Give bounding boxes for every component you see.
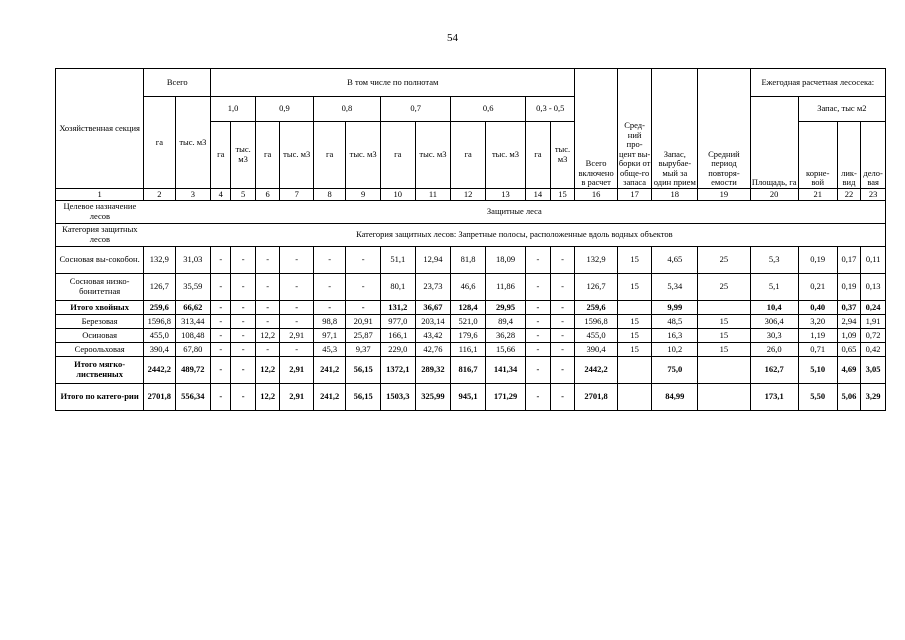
cell-col-18: 48,5 [652, 315, 698, 329]
cell-col-22: 5,06 [837, 384, 860, 411]
column-number: 14 [526, 189, 551, 201]
header-area-ha: Площадь, га [750, 97, 798, 189]
purpose-label: Целевое назначение лесов [56, 201, 144, 224]
cell-col-6: - [255, 315, 280, 329]
cell-col-11: 43,42 [415, 329, 451, 343]
row-name: Итого по катего-рии [56, 384, 144, 411]
cell-col-7: - [280, 343, 314, 357]
column-number: 23 [861, 189, 886, 201]
cell-col-20: 5,1 [750, 274, 798, 301]
cell-col-13: 29,95 [485, 301, 525, 315]
cell-col-17 [617, 384, 652, 411]
row-name: Осиновая [56, 329, 144, 343]
cell-col-10: 229,0 [380, 343, 415, 357]
header-class-5: 0,6 [451, 97, 526, 122]
cell-col-7: 2,91 [280, 384, 314, 411]
cell-col-5: - [231, 343, 256, 357]
cell-col-5: - [231, 315, 256, 329]
cell-col-21: 1,19 [798, 329, 837, 343]
header-c6-ha: га [526, 122, 551, 189]
header-total-included: Всего включено в расчет [575, 69, 617, 189]
table-row [56, 384, 886, 411]
cell-col-5: - [231, 384, 256, 411]
cell-col-17 [617, 301, 652, 315]
cell-col-16: 1596,8 [575, 315, 617, 329]
table-row [56, 343, 886, 357]
header-c3-m3: тыс. м3 [346, 122, 381, 189]
header-total-ha: га [144, 97, 175, 189]
header-c1-ha: га [211, 122, 231, 189]
category-row [56, 224, 886, 247]
cell-col-21: 0,19 [798, 247, 837, 274]
header-class-4: 0,7 [380, 97, 450, 122]
cell-col-21: 5,50 [798, 384, 837, 411]
cell-col-17: 15 [617, 343, 652, 357]
table-row [56, 315, 886, 329]
cell-col-14: - [526, 329, 551, 343]
cell-col-23: 0,72 [861, 329, 886, 343]
cell-col-18: 84,99 [652, 384, 698, 411]
cell-col-8: 97,1 [313, 329, 345, 343]
cell-col-12: 81,8 [451, 247, 486, 274]
table-row [56, 301, 886, 315]
cell-col-4: - [211, 301, 231, 315]
cell-col-3: 31,03 [175, 247, 211, 274]
column-number: 8 [313, 189, 345, 201]
cell-col-10: 1372,1 [380, 357, 415, 384]
cell-col-4: - [211, 384, 231, 411]
cell-col-16: 2442,2 [575, 357, 617, 384]
cell-col-15: - [550, 329, 575, 343]
cell-col-6: - [255, 274, 280, 301]
cell-col-11: 289,32 [415, 357, 451, 384]
cell-col-20: 306,4 [750, 315, 798, 329]
cell-col-22: 0,37 [837, 301, 860, 315]
cell-col-22: 0,19 [837, 274, 860, 301]
cell-col-2: 390,4 [144, 343, 175, 357]
header-section: Хозяйственная секция [56, 69, 144, 189]
cell-col-11: 325,99 [415, 384, 451, 411]
cell-col-20: 10,4 [750, 301, 798, 315]
header-c1-m3: тыс. м3 [231, 122, 256, 189]
cell-col-9: 20,91 [346, 315, 381, 329]
cell-col-19: 15 [698, 329, 750, 343]
cell-col-2: 132,9 [144, 247, 175, 274]
cell-col-8: - [313, 274, 345, 301]
cell-col-12: 945,1 [451, 384, 486, 411]
cell-col-6: 12,2 [255, 384, 280, 411]
cell-col-22: 2,94 [837, 315, 860, 329]
column-number: 10 [380, 189, 415, 201]
cell-col-12: 46,6 [451, 274, 486, 301]
column-number: 5 [231, 189, 256, 201]
page-number: 54 [447, 32, 458, 44]
cell-col-3: 489,72 [175, 357, 211, 384]
cell-col-6: - [255, 247, 280, 274]
column-number: 18 [652, 189, 698, 201]
cell-col-18: 9,99 [652, 301, 698, 315]
cell-col-12: 116,1 [451, 343, 486, 357]
cell-col-2: 126,7 [144, 274, 175, 301]
cell-col-19: 25 [698, 274, 750, 301]
cell-col-15: - [550, 315, 575, 329]
category-value: Категория защитных лесов: Запретные полосы, расположенные вдоль водных объектов [144, 224, 886, 247]
cell-col-18: 16,3 [652, 329, 698, 343]
cell-col-22: 1,09 [837, 329, 860, 343]
header-total: Всего [144, 69, 211, 97]
cell-col-21: 3,20 [798, 315, 837, 329]
cell-col-4: - [211, 329, 231, 343]
cell-col-13: 89,4 [485, 315, 525, 329]
header-by-class: В том числе по полнотам [211, 69, 575, 97]
cell-col-11: 36,67 [415, 301, 451, 315]
cell-col-21: 0,40 [798, 301, 837, 315]
table-row [56, 274, 886, 301]
row-name: Итого хвойных [56, 301, 144, 315]
cell-col-14: - [526, 301, 551, 315]
header-c4-m3: тыс. м3 [415, 122, 451, 189]
cell-col-11: 42,76 [415, 343, 451, 357]
cell-col-23: 3,05 [861, 357, 886, 384]
cell-col-14: - [526, 315, 551, 329]
cell-col-13: 11,86 [485, 274, 525, 301]
cell-col-13: 141,34 [485, 357, 525, 384]
header-c6-m3: тыс. м3 [550, 122, 575, 189]
cell-col-2: 1596,8 [144, 315, 175, 329]
column-number: 3 [175, 189, 211, 201]
cell-col-10: 51,1 [380, 247, 415, 274]
cell-col-11: 23,73 [415, 274, 451, 301]
header-avg-percent: Сред-ний про-цент вы-борки от обще-го запаса [617, 69, 652, 189]
purpose-row [56, 201, 886, 224]
column-number: 11 [415, 189, 451, 201]
cell-col-4: - [211, 357, 231, 384]
cell-col-10: 1503,3 [380, 384, 415, 411]
cell-col-15: - [550, 274, 575, 301]
header-c3-ha: га [313, 122, 345, 189]
forest-cutting-table [55, 68, 886, 411]
row-name: Сосновая вы-сокобон. [56, 247, 144, 274]
column-number: 7 [280, 189, 314, 201]
header-c5-ha: га [451, 122, 486, 189]
cell-col-23: 0,11 [861, 247, 886, 274]
cell-col-2: 2701,8 [144, 384, 175, 411]
cell-col-18: 5,34 [652, 274, 698, 301]
cell-col-9: - [346, 247, 381, 274]
cell-col-23: 3,29 [861, 384, 886, 411]
cell-col-21: 0,21 [798, 274, 837, 301]
cell-col-22: 0,17 [837, 247, 860, 274]
cell-col-3: 67,80 [175, 343, 211, 357]
cell-col-3: 108,48 [175, 329, 211, 343]
cell-col-3: 556,34 [175, 384, 211, 411]
cell-col-15: - [550, 384, 575, 411]
cell-col-17: 15 [617, 247, 652, 274]
cell-col-15: - [550, 247, 575, 274]
header-business: дело-вая [861, 122, 886, 189]
cell-col-9: - [346, 301, 381, 315]
column-numbers-row [56, 189, 886, 201]
cell-col-7: - [280, 247, 314, 274]
cell-col-6: - [255, 343, 280, 357]
cell-col-13: 36,28 [485, 329, 525, 343]
cell-col-5: - [231, 357, 256, 384]
header-liquid: лик-вид [837, 122, 860, 189]
column-number: 4 [211, 189, 231, 201]
cell-col-15: - [550, 343, 575, 357]
cell-col-21: 5,10 [798, 357, 837, 384]
header-stock-per-cut: Запас, вырубае-мый за один прием [652, 69, 698, 189]
column-number: 1 [56, 189, 144, 201]
cell-col-15: - [550, 301, 575, 315]
purpose-value: Защитные леса [144, 201, 886, 224]
cell-col-23: 1,91 [861, 315, 886, 329]
row-name: Березовая [56, 315, 144, 329]
cell-col-20: 30,3 [750, 329, 798, 343]
cell-col-6: - [255, 301, 280, 315]
cell-col-19 [698, 301, 750, 315]
cell-col-7: - [280, 301, 314, 315]
cell-col-2: 259,6 [144, 301, 175, 315]
cell-col-13: 171,29 [485, 384, 525, 411]
cell-col-11: 203,14 [415, 315, 451, 329]
cell-col-14: - [526, 247, 551, 274]
cell-col-10: 131,2 [380, 301, 415, 315]
cell-col-8: 241,2 [313, 384, 345, 411]
row-name: Итого мягко-лиственных [56, 357, 144, 384]
table-row [56, 357, 886, 384]
column-number: 19 [698, 189, 750, 201]
cell-col-20: 26,0 [750, 343, 798, 357]
cell-col-12: 179,6 [451, 329, 486, 343]
cell-col-10: 80,1 [380, 274, 415, 301]
cell-col-12: 128,4 [451, 301, 486, 315]
header-c2-ha: га [255, 122, 280, 189]
header-c5-m3: тыс. м3 [485, 122, 525, 189]
cell-col-12: 521,0 [451, 315, 486, 329]
cell-col-2: 2442,2 [144, 357, 175, 384]
cell-col-19: 15 [698, 315, 750, 329]
cell-col-11: 12,94 [415, 247, 451, 274]
cell-col-20: 162,7 [750, 357, 798, 384]
cell-col-21: 0,71 [798, 343, 837, 357]
cell-col-19: 15 [698, 343, 750, 357]
cell-col-14: - [526, 343, 551, 357]
category-label: Категория защитных лесов [56, 224, 144, 247]
cell-col-17: 15 [617, 274, 652, 301]
cell-col-15: - [550, 357, 575, 384]
cell-col-4: - [211, 247, 231, 274]
column-number: 15 [550, 189, 575, 201]
cell-col-14: - [526, 384, 551, 411]
header-stock-m2: Запас, тыс м2 [798, 97, 885, 122]
cell-col-5: - [231, 274, 256, 301]
cell-col-12: 816,7 [451, 357, 486, 384]
cell-col-20: 173,1 [750, 384, 798, 411]
cell-col-10: 166,1 [380, 329, 415, 343]
header-class-1: 1,0 [211, 97, 256, 122]
cell-col-18: 10,2 [652, 343, 698, 357]
cell-col-18: 4,65 [652, 247, 698, 274]
cell-col-7: 2,91 [280, 357, 314, 384]
table-row [56, 247, 886, 274]
cell-col-6: 12,2 [255, 357, 280, 384]
cell-col-5: - [231, 247, 256, 274]
cell-col-20: 5,3 [750, 247, 798, 274]
cell-col-7: 2,91 [280, 329, 314, 343]
cell-col-4: - [211, 343, 231, 357]
cell-col-17: 15 [617, 329, 652, 343]
column-number: 17 [617, 189, 652, 201]
cell-col-16: 390,4 [575, 343, 617, 357]
header-root: корне-вой [798, 122, 837, 189]
cell-col-19 [698, 384, 750, 411]
cell-col-7: - [280, 274, 314, 301]
header-class-6: 0,3 - 0,5 [526, 97, 575, 122]
cell-col-4: - [211, 274, 231, 301]
column-number: 13 [485, 189, 525, 201]
column-number: 9 [346, 189, 381, 201]
cell-col-9: - [346, 274, 381, 301]
column-number: 12 [451, 189, 486, 201]
cell-col-8: 45,3 [313, 343, 345, 357]
cell-col-23: 0,24 [861, 301, 886, 315]
cell-col-7: - [280, 315, 314, 329]
cell-col-16: 259,6 [575, 301, 617, 315]
cell-col-14: - [526, 274, 551, 301]
column-number: 20 [750, 189, 798, 201]
cell-col-16: 2701,8 [575, 384, 617, 411]
cell-col-13: 18,09 [485, 247, 525, 274]
header-c2-m3: тыс. м3 [280, 122, 314, 189]
cell-col-9: 25,87 [346, 329, 381, 343]
cell-col-17: 15 [617, 315, 652, 329]
cell-col-16: 126,7 [575, 274, 617, 301]
cell-col-16: 455,0 [575, 329, 617, 343]
cell-col-8: - [313, 247, 345, 274]
cell-col-17 [617, 357, 652, 384]
column-number: 6 [255, 189, 280, 201]
cell-col-8: 98,8 [313, 315, 345, 329]
column-number: 16 [575, 189, 617, 201]
cell-col-3: 35,59 [175, 274, 211, 301]
cell-col-8: - [313, 301, 345, 315]
row-name: Сосновая низко-бонитетная [56, 274, 144, 301]
cell-col-3: 66,62 [175, 301, 211, 315]
cell-col-4: - [211, 315, 231, 329]
column-number: 22 [837, 189, 860, 201]
cell-col-19: 25 [698, 247, 750, 274]
row-name: Сероольховая [56, 343, 144, 357]
cell-col-22: 0,65 [837, 343, 860, 357]
header-class-2: 0,9 [255, 97, 313, 122]
header-avg-period: Средний период повторя-емости [698, 69, 750, 189]
cell-col-5: - [231, 301, 256, 315]
cell-col-5: - [231, 329, 256, 343]
cell-col-2: 455,0 [144, 329, 175, 343]
cell-col-6: 12,2 [255, 329, 280, 343]
column-number: 2 [144, 189, 175, 201]
cell-col-13: 15,66 [485, 343, 525, 357]
cell-col-9: 9,37 [346, 343, 381, 357]
cell-col-3: 313,44 [175, 315, 211, 329]
header-class-3: 0,8 [313, 97, 380, 122]
cell-col-23: 0,42 [861, 343, 886, 357]
column-number: 21 [798, 189, 837, 201]
cell-col-9: 56,15 [346, 384, 381, 411]
cell-col-14: - [526, 357, 551, 384]
cell-col-8: 241,2 [313, 357, 345, 384]
cell-col-23: 0,13 [861, 274, 886, 301]
cell-col-10: 977,0 [380, 315, 415, 329]
header-annual: Ежегодная расчетная лесосека: [750, 69, 885, 97]
cell-col-22: 4,69 [837, 357, 860, 384]
header-total-m3: тыс. м3 [175, 97, 211, 189]
table-row [56, 329, 886, 343]
cell-col-16: 132,9 [575, 247, 617, 274]
header-c4-ha: га [380, 122, 415, 189]
cell-col-9: 56,15 [346, 357, 381, 384]
cell-col-19 [698, 357, 750, 384]
cell-col-18: 75,0 [652, 357, 698, 384]
